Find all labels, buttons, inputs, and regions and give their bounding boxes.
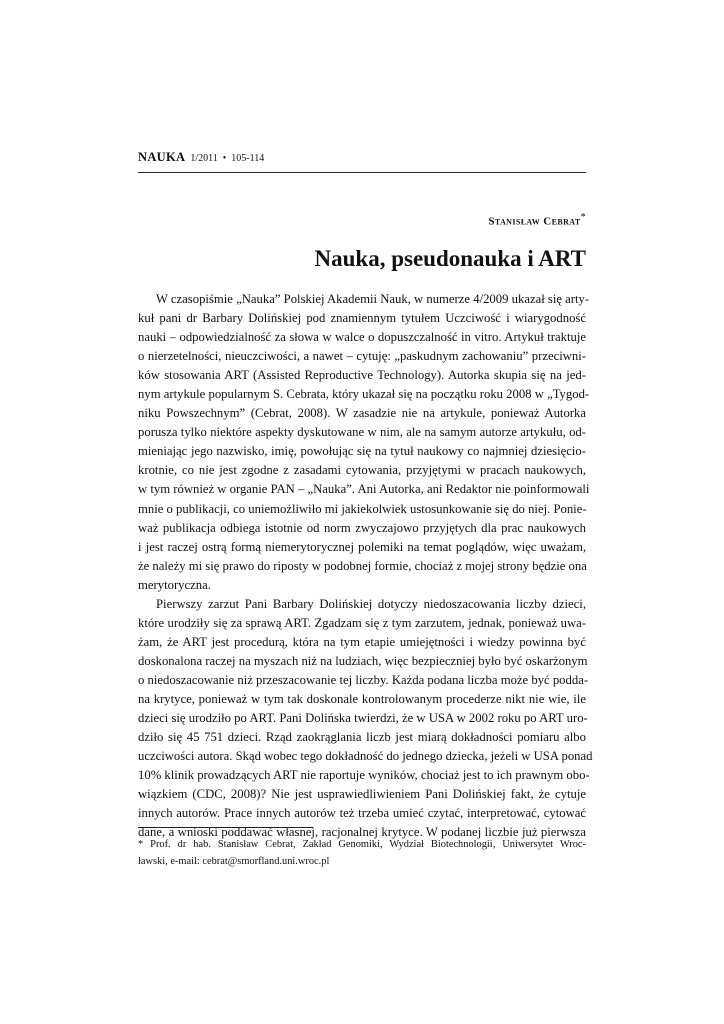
bullet-separator: • xyxy=(222,153,227,164)
body-line: dzieci się urodziło po ART. Pani Dolińska twierdzi, że w USA w 2002 roku po ART uro- xyxy=(138,711,588,726)
body-line: nym artykule popularnym S. Cebrata, który ukazał się na początku roku 2008 w „Tygod- xyxy=(138,387,590,402)
footnote-line: ławski, e-mail: cebrat@smorfland.uni.wroc.pl xyxy=(138,856,330,867)
footnote xyxy=(138,836,586,870)
body-line: żam, że ART jest procedurą, która na tym etapie umiejętności i wiedzy powinna być xyxy=(138,634,586,649)
body-line: kuł pani dr Barbary Dolińskiej pod znamiennym tytułem Uczciwość i wiarygodność xyxy=(138,311,586,326)
body-line: porusza tylko niektóre aspekty dyskutowane w nim, ale na samym autorze artykułu, od- xyxy=(138,425,586,440)
body-line: które urodziły się za sprawą ART. Zgadzam się z tym zarzutem, jednak, ponieważ uwa- xyxy=(138,615,586,630)
body-line: o nierzetelności, nieuczciwości, a nawet – cytuję: „paskudnym zachowaniu” przeciwni- xyxy=(138,349,586,364)
journal-page xyxy=(138,0,593,1024)
header-rule xyxy=(138,172,586,173)
body-line: mieniając jego nazwisko, imię, powołując się na tytuł naukowy co najmniej dziesięcio- xyxy=(138,444,586,459)
body-line: na krytyce, ponieważ w tym tak doskonale kontrolowanym procederze nikt nie wie, ile xyxy=(138,691,586,706)
author-line xyxy=(488,212,586,228)
body-line: dziło się 45 751 dzieci. Rząd zaokrąglania liczb jest miarą dokładności pomiaru albo xyxy=(138,730,586,745)
body-line: nauki – odpowiedzialność za słowa w walce o dopuszczalność in vitro. Artykuł traktuje xyxy=(138,330,586,345)
body-line: W czasopiśmie „Nauka” Polskiej Akademii Nauk, w numerze 4/2009 ukazał się arty- xyxy=(156,292,590,306)
author-footnote-mark: * xyxy=(580,212,586,223)
body-line: ków stosowania ART (Assisted Reproductive Technology). Autorka skupia się na jed- xyxy=(138,368,586,383)
body-line: wiązkiem (CDC, 2008)? Nie jest usprawiedliwieniem Pani Dolińskiej fakt, że cytuje xyxy=(138,787,586,802)
article-body xyxy=(138,290,593,842)
body-line: w tym również w organie PAN – „Nauka”. Ani Autorka, ani Redaktor nie poinformowali xyxy=(138,482,590,497)
body-line: mnie o publikacji, co uniemożliwiło mi jakiekolwiek ustosunkowanie się do niej. Ponie- xyxy=(138,501,587,516)
body-line: uczciwości autora. Skąd wobec tego dokładność do jednego dziecka, jeżeli w USA ponad xyxy=(138,749,593,764)
body-line: dane, a wnioski poddawać własnej, racjonalnej krytyce. W podanej liczbie już pierwsza xyxy=(138,825,586,840)
body-line: innych autorów. Prace innych autorów też trzeba umieć czytać, interpretować, cytować xyxy=(138,806,586,821)
body-line: że należy mi się prawo do riposty w podobnej formie, chociaż z mojej strony będzie ona xyxy=(138,558,587,573)
body-line: niku Powszechnym” (Cebrat, 2008). W zasadzie nie na artykule, ponieważ Autorka xyxy=(138,406,586,421)
body-line: merytoryczna. xyxy=(138,577,211,592)
issue-number: 1/2011 xyxy=(190,153,218,164)
body-line: krotnie, co nie jest zgodne z zasadami cytowania, przyjętymi w pracach naukowych, xyxy=(138,463,586,478)
journal-name: NAUKA xyxy=(138,150,186,164)
article-title: Nauka, pseudonauka i ART xyxy=(314,246,586,271)
body-line: 10% klinik prowadzących ART nie raportuje wyników, chociaż jest to ich prawnym obo- xyxy=(138,768,590,783)
running-head xyxy=(138,150,586,166)
page-range: 105-114 xyxy=(231,153,265,164)
body-line: i jest raczej ostrą formą niemerytorycznej polemiki na temat poglądów, więc uważam, xyxy=(138,539,586,554)
body-line: waż publikacja odbiega istotnie od norm zwyczajowo przyjętych dla prac naukowych xyxy=(138,520,586,535)
footnote-rule xyxy=(138,827,313,828)
footnote-line: * Prof. dr hab. Stanisław Cebrat, Zakład Genomiki, Wydział Biotechnologii, Uniwersytet Wroc- xyxy=(138,839,586,850)
author-name: Stanisław Cebrat xyxy=(488,215,581,228)
body-line: o niedoszacowanie niż przeszacowanie tej liczby. Każda podana liczba może być podda- xyxy=(138,672,589,687)
body-line: Pierwszy zarzut Pani Barbary Dolińskiej dotyczy niedoszacowania liczby dzieci, xyxy=(156,596,586,611)
body-line: doskonalona raczej na myszach niż na ludziach, więc bezpieczniej było być oskarżonym xyxy=(138,653,588,668)
